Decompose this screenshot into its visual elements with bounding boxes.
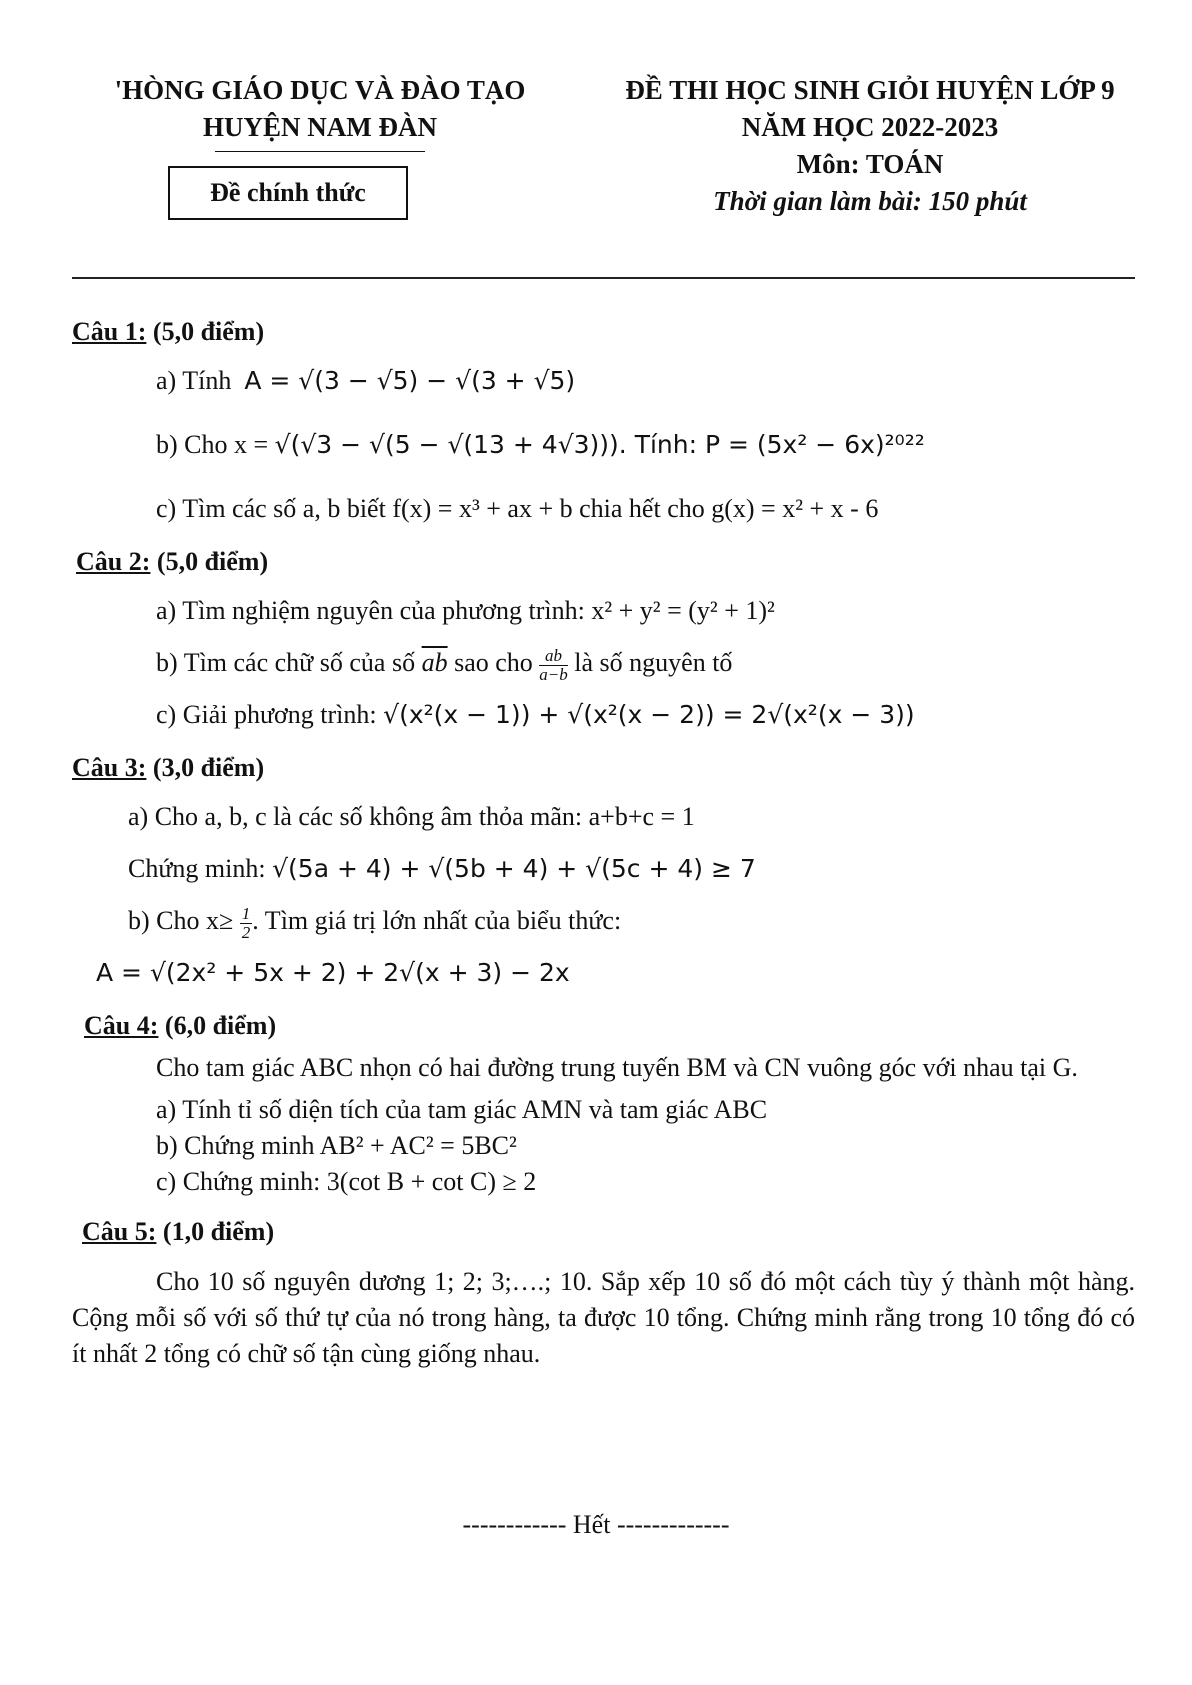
q1-part-b: [156, 424, 1135, 466]
q2-part-a: [156, 590, 1135, 632]
question-2-points: (5,0 điểm): [156, 547, 269, 576]
q3-part-a: [128, 796, 1135, 838]
q4-part-c: c) Chứng minh: 3(cot B + cot C) ≥ 2: [156, 1167, 537, 1196]
school-year: NĂM HỌC 2022-2023: [741, 112, 999, 142]
q2-b-frac-num: ab: [539, 647, 567, 666]
q2-part-b: [156, 642, 1135, 684]
question-1-title: Câu 1:: [72, 317, 147, 346]
q2-b-ab-number: $\overline{ab}$: [421, 648, 448, 677]
q3-b-expression: A = √(2x² + 5x + 2) + 2√(x + 3) − 2x: [96, 958, 570, 987]
q4-part-a: a) Tính tỉ số diện tích của tam giác AMN và tam giác ABC: [156, 1095, 768, 1124]
issuer-underline: [215, 151, 425, 152]
question-2-title: Câu 2:: [76, 547, 151, 576]
issuer-district: HUYỆN NAM ĐÀN: [203, 112, 437, 142]
q1-b-expression: √(√3 − √(5 − √(13 + 4√3))). Tính: P = (5x² − 6x)²⁰²²: [274, 430, 925, 459]
official-stamp-box: Đề chính thức: [168, 166, 408, 220]
q3-part-a-prove: [128, 848, 1135, 890]
question-3-points: (3,0 điểm): [152, 753, 265, 782]
q2-a-text: a) Tìm nghiệm nguyên của phương trình: x² + y² = (y² + 1)²: [156, 596, 775, 625]
issuer-department: 'HÒNG GIÁO DỤC VÀ ĐÀO TẠO: [114, 75, 526, 105]
q2-b-fraction: [539, 647, 567, 684]
exam-info-block: [590, 72, 1150, 220]
question-3-heading: [72, 750, 1135, 786]
q3-part-b: [128, 900, 1135, 942]
q1-part-c: [156, 488, 1135, 530]
q3-a-text: a) Cho a, b, c là các số không âm thỏa mãn: a+b+c = 1: [128, 802, 695, 831]
q3-b-half-fraction: [240, 905, 253, 942]
exam-title: ĐỀ THI HỌC SINH GIỎI HUYỆN LỚP 9: [625, 75, 1115, 105]
q1-c-text: c) Tìm các số a, b biết f(x) = x³ + ax + b chia hết cho g(x) = x² + x - 6: [156, 494, 879, 523]
q3-b-half-num: 1: [241, 903, 251, 923]
q2-c-expression: √(x²(x − 1)) + √(x²(x − 2)) = 2√(x²(x − 3)): [383, 700, 915, 729]
q3-b-text-2: . Tìm giá trị lớn nhất của biểu thức:: [252, 906, 622, 935]
q1-a-expression: A = √(3 − √5) − √(3 + √5): [244, 366, 576, 395]
question-4-title: Câu 4:: [84, 1011, 159, 1040]
question-5-heading: [82, 1214, 1135, 1250]
question-4-heading: [84, 1008, 1135, 1044]
question-5-points: (1,0 điểm): [162, 1217, 275, 1246]
question-1-heading: [72, 314, 1135, 350]
issuer-block: [95, 72, 545, 152]
q2-b-text-2: sao cho: [454, 648, 533, 677]
q4-intro: Cho tam giác ABC nhọn có hai đường trung tuyến BM và CN vuông góc với nhau tại G.: [156, 1053, 1078, 1082]
q3-part-b-expression: [96, 952, 1135, 994]
q2-b-text-3: là số nguyên tố: [574, 648, 733, 677]
q3-a-prove-label: Chứng minh:: [128, 854, 266, 883]
q2-part-c: [156, 694, 1135, 736]
question-5-title: Câu 5:: [82, 1217, 157, 1246]
q1-b-label: b) Cho x =: [156, 430, 269, 459]
question-1-points: (5,0 điểm): [152, 317, 265, 346]
q2-c-label: c) Giải phương trình:: [156, 700, 377, 729]
q4-part-b: b) Chứng minh AB² + AC² = 5BC²: [156, 1131, 517, 1160]
q3-b-text-1: b) Cho x≥: [128, 906, 234, 935]
header-divider: [72, 277, 1135, 279]
duration: Thời gian làm bài: 150 phút: [713, 186, 1027, 216]
q2-b-text-1: b) Tìm các chữ số của số: [156, 648, 416, 677]
q5-body: Cho 10 số nguyên dương 1; 2; 3;….; 10. Sắp xếp 10 số đó một cách tùy ý thành một hàng. Cộng mỗi số với số thứ tự của nó trong hàng, ta được 10 tổng. Chứng minh rằng trong 10 tổng đó có ít nhất 2 tổng có chữ số tận cùng giống nhau.: [72, 1267, 1135, 1368]
q3-a-expression: √(5a + 4) + √(5b + 4) + √(5c + 4) ≥ 7: [272, 854, 756, 883]
q3-b-half-den: 2: [241, 922, 251, 942]
question-2-heading: [76, 544, 1135, 580]
question-4-points: (6,0 điểm): [164, 1011, 277, 1040]
subject: Môn: TOÁN: [796, 149, 944, 179]
exam-content: [72, 300, 1135, 1378]
q1-a-label: a) Tính: [156, 366, 232, 395]
q1-part-a: [156, 360, 1135, 402]
end-marker: ------------ Hết -------------: [462, 1510, 730, 1539]
q2-b-frac-den: a−b: [539, 664, 568, 684]
question-3-title: Câu 3:: [72, 753, 147, 782]
